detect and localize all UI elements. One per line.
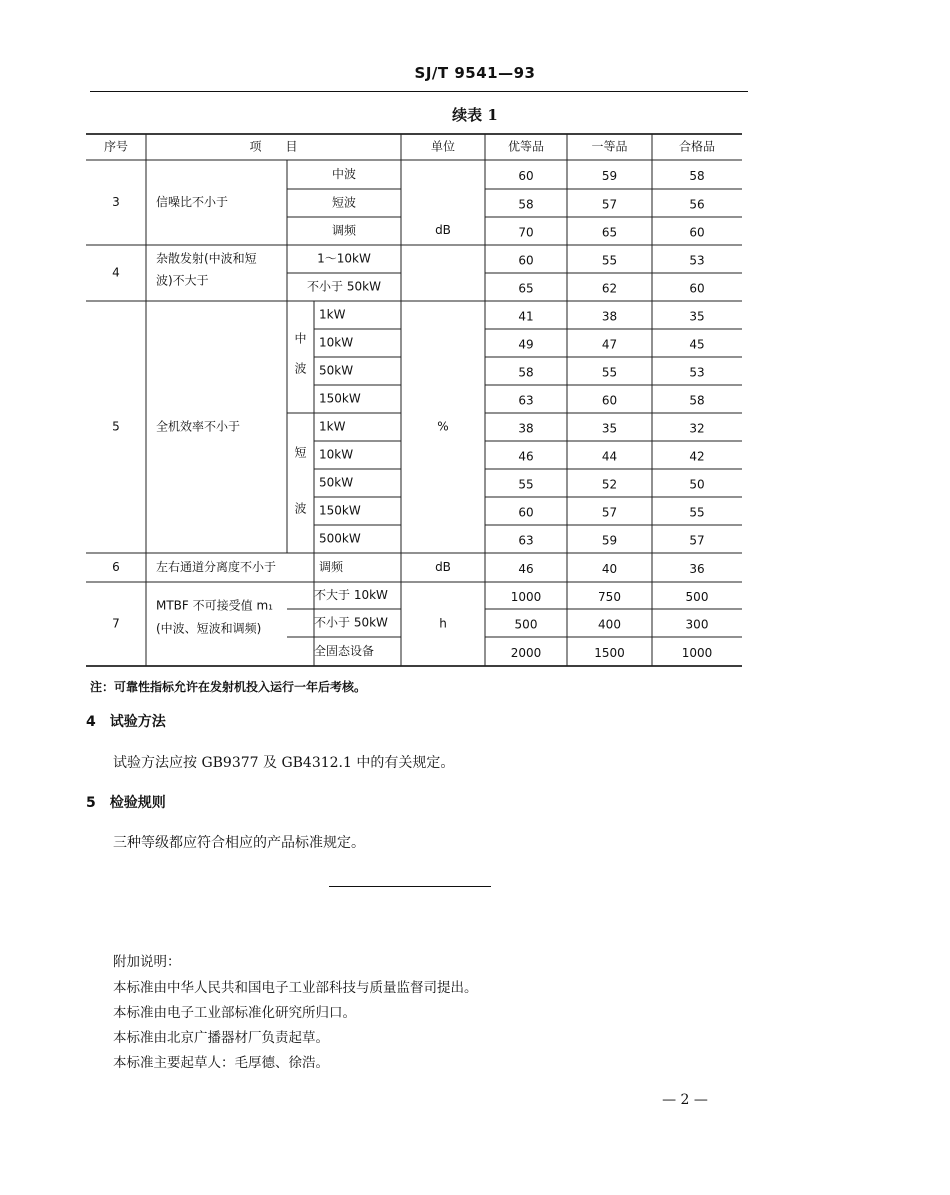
value-cell: 55 [601, 253, 618, 268]
condition-label: 1kW [319, 419, 346, 434]
condition-label: 调频 [319, 560, 344, 574]
value-cell: 40 [601, 562, 618, 576]
value-cell: 44 [601, 449, 618, 464]
header-item: 项 目 [249, 139, 298, 154]
unit-label: dB [435, 560, 451, 574]
value-cell: 60 [689, 281, 705, 296]
item-label: (中波、短波和调频) [156, 621, 262, 636]
value-cell: 65 [601, 225, 618, 240]
value-cell: 35 [601, 421, 618, 436]
value-cell: 46 [518, 449, 534, 464]
value-cell: 49 [518, 337, 534, 352]
value-cell: 59 [601, 169, 618, 183]
value-cell: 57 [601, 197, 618, 212]
section-4-number: 4 [86, 714, 96, 730]
header-first: 一等品 [591, 139, 628, 154]
item-label: 全机效率不小于 [156, 419, 241, 434]
value-cell: 53 [689, 365, 705, 380]
value-cell: 55 [518, 477, 534, 492]
condition-label: 50kW [319, 475, 354, 490]
value-cell: 52 [601, 477, 618, 492]
value-cell: 500 [685, 590, 709, 604]
value-cell: 60 [689, 225, 705, 240]
value-cell: 46 [518, 562, 534, 576]
section-5-body: 三种等级都应符合相应的产品标准规定。 [113, 835, 365, 851]
value-cell: 60 [518, 169, 534, 183]
row-number: 4 [112, 265, 120, 280]
value-cell: 58 [518, 197, 534, 212]
value-cell: 58 [689, 169, 705, 183]
condition-label: 10kW [319, 335, 354, 350]
value-cell: 57 [601, 505, 618, 520]
condition-label: 1kW [319, 307, 346, 322]
header-superior: 优等品 [507, 139, 545, 154]
unit-label: dB [435, 223, 451, 237]
condition-label: 10kW [319, 447, 354, 462]
end-rule [329, 886, 491, 887]
condition-label: 不小于 50kW [314, 615, 388, 630]
value-cell: 750 [598, 590, 621, 604]
section-4-body: 试验方法应按 GB9377 及 GB4312.1 中的有关规定。 [113, 755, 455, 771]
condition-label: 不大于 10kW [314, 588, 388, 602]
band-label: 波 [294, 501, 307, 516]
value-cell: 300 [685, 617, 709, 632]
appendix-line: 本标准主要起草人：毛厚德、徐浩。 [113, 1055, 329, 1071]
value-cell: 59 [601, 533, 618, 548]
value-cell: 70 [518, 225, 534, 240]
item-label: 左右通道分离度不小于 [156, 560, 277, 574]
value-cell: 60 [601, 393, 618, 408]
condition-label: 调频 [331, 223, 357, 238]
section-4-title: 试验方法 [109, 714, 166, 730]
value-cell: 500 [514, 617, 538, 632]
row-number: 6 [112, 560, 120, 574]
condition-label: 不小于 50kW [307, 279, 381, 294]
value-cell: 65 [518, 281, 534, 296]
section-5-heading [86, 792, 166, 812]
section-5-title: 检验规则 [109, 795, 166, 811]
value-cell: 50 [689, 477, 705, 492]
value-cell: 60 [518, 505, 534, 520]
value-cell: 56 [689, 197, 705, 212]
condition-label: 1～10kW [317, 251, 371, 266]
item-label: 信噪比不小于 [156, 195, 229, 209]
condition-label: 中波 [331, 167, 357, 181]
band-label: 短 [294, 445, 307, 460]
item-label: 杂散发射(中波和短 [156, 251, 257, 266]
value-cell: 41 [518, 309, 534, 324]
value-cell: 58 [689, 393, 705, 408]
appendix-line: 本标准由中华人民共和国电子工业部科技与质量监督司提出。 [113, 980, 478, 996]
value-cell: 63 [518, 533, 534, 548]
header-no: 序号 [103, 139, 129, 154]
table-caption: 续表 1 [452, 106, 498, 124]
unit-label: h [439, 616, 447, 631]
item-label: MTBF 不可接受值 m₁ [156, 598, 273, 613]
value-cell: 38 [601, 309, 618, 324]
value-cell: 55 [601, 365, 618, 380]
row-number: 5 [112, 419, 120, 434]
row-number: 3 [112, 195, 120, 209]
condition-label: 短波 [331, 195, 357, 210]
band-label: 中 [294, 331, 307, 346]
section-4-heading [86, 711, 166, 731]
item-label: 波)不大于 [156, 273, 209, 288]
value-cell: 53 [689, 253, 705, 268]
appendix-line: 本标准由电子工业部标准化研究所归口。 [113, 1005, 356, 1021]
condition-label: 150kW [319, 391, 361, 406]
condition-label: 50kW [319, 363, 354, 378]
value-cell: 38 [518, 421, 534, 436]
value-cell: 58 [518, 365, 534, 380]
value-cell: 45 [689, 337, 705, 352]
value-cell: 57 [689, 533, 705, 548]
condition-label: 500kW [319, 531, 361, 546]
value-cell: 55 [689, 505, 705, 520]
value-cell: 32 [689, 421, 705, 436]
header-unit: 单位 [430, 139, 456, 154]
value-cell: 400 [598, 617, 621, 632]
row-number: 7 [112, 616, 120, 631]
value-cell: 1000 [510, 590, 542, 604]
section-5-number: 5 [86, 795, 96, 811]
value-cell: 35 [689, 309, 705, 324]
value-cell: 63 [518, 393, 534, 408]
value-cell: 60 [518, 253, 534, 268]
band-label: 波 [294, 361, 307, 376]
value-cell: 62 [601, 281, 618, 296]
condition-label: 150kW [319, 503, 361, 518]
condition-label: 全固态设备 [314, 644, 375, 658]
value-cell: 1500 [594, 646, 625, 660]
value-cell: 2000 [510, 646, 542, 660]
appendix-title: 附加说明： [113, 954, 181, 970]
value-cell: 42 [689, 449, 705, 464]
value-cell: 47 [601, 337, 618, 352]
value-cell: 36 [689, 562, 705, 576]
table-note: 注：可靠性指标允许在发射机投入运行一年后考核。 [90, 680, 367, 694]
unit-label: % [437, 419, 449, 434]
page-number: — 2 — [662, 1092, 708, 1108]
value-cell: 1000 [681, 646, 713, 660]
standard-number: SJ/T 9541—93 [414, 64, 536, 82]
header-qualified: 合格品 [678, 139, 716, 154]
appendix-line: 本标准由北京广播器材厂负责起草。 [113, 1030, 329, 1046]
